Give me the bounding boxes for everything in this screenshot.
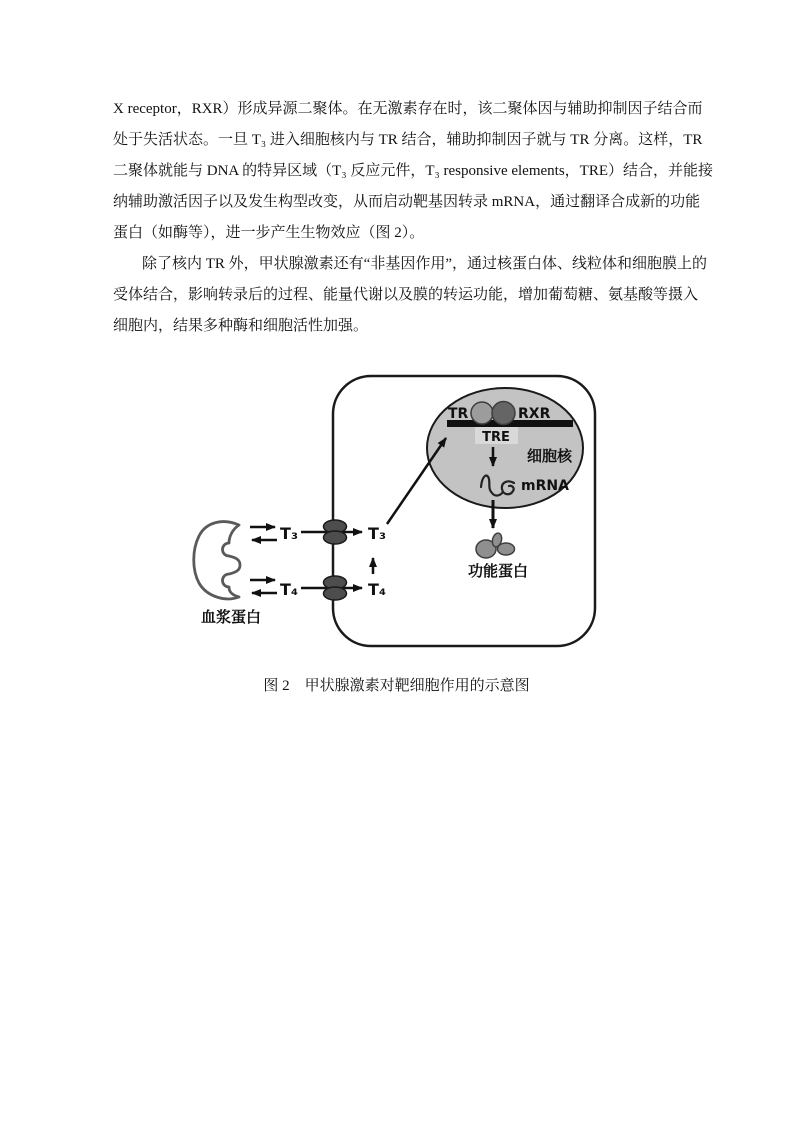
t3-to-nucleus-arrow — [387, 438, 446, 524]
tre-label: TRE — [482, 430, 510, 445]
tr-label: TR — [448, 406, 469, 422]
paragraph-line: 处于失活状态。一旦 T₃ 进入细胞核内与 TR 结合，辅助抑制因子就与 TR 分离。这样，TR — [113, 132, 703, 148]
nucleus-label: 细胞核 — [527, 447, 573, 465]
rxr-receptor-circle — [492, 402, 515, 425]
paragraph-line: X receptor，RXR）形成异源二聚体。在无激素存在时，该二聚体因与辅助抑制因子结合而 — [113, 101, 703, 117]
figure-caption-title: 甲状腺激素对靶细胞作用的示意图 — [304, 678, 530, 694]
mrna-label: mRNA — [521, 478, 569, 494]
transporter-subunit — [324, 531, 347, 544]
body-text — [113, 94, 714, 342]
tr-receptor-circle — [471, 402, 493, 424]
paragraph-line: 纳辅助激活因子以及发生构型改变，从而启动靶基因转录 mRNA，通过翻译合成新的功能 — [113, 194, 701, 210]
paragraph-line: 受体结合，影响转录后的过程、能量代谢以及膜的转运功能，增加葡萄糖、氨基酸等摄入 — [113, 287, 699, 303]
diagram-canvas — [178, 372, 608, 664]
rxr-label: RXR — [518, 406, 551, 422]
functional-protein-blobs — [476, 532, 515, 558]
plasma-protein-shape — [194, 522, 240, 599]
plasma-protein-label: 血浆蛋白 — [201, 608, 262, 626]
transporter-subunit — [324, 587, 347, 600]
protein-blob — [498, 543, 515, 555]
paragraph-line: 细胞内，结果多种酶和细胞活性加强。 — [113, 318, 369, 334]
paragraph-line: 蛋白（如酶等），进一步产生生物效应（图 2）。 — [113, 225, 425, 241]
t3-intracellular-label: T₃ — [368, 524, 386, 543]
paragraph-line: 除了核内 TR 外，甲状腺激素还有“非基因作用”，通过核蛋白体、线粒体和细胞膜上的 — [142, 256, 707, 272]
figure-caption-label: 图 2 — [263, 678, 290, 694]
paragraph-line: 二聚体就能与 DNA 的特异区域（T₃ 反应元件，T₃ responsive elements，TRE）结合，并能接 — [113, 163, 714, 179]
figure-thyroid-hormone-diagram — [178, 372, 608, 664]
t3-extracellular-label: T₃ — [280, 524, 298, 543]
functional-protein-label: 功能蛋白 — [468, 562, 529, 580]
figure-caption — [0, 674, 793, 695]
t4-extracellular-label: T₄ — [280, 580, 298, 599]
t4-intracellular-label: T₄ — [368, 580, 386, 599]
